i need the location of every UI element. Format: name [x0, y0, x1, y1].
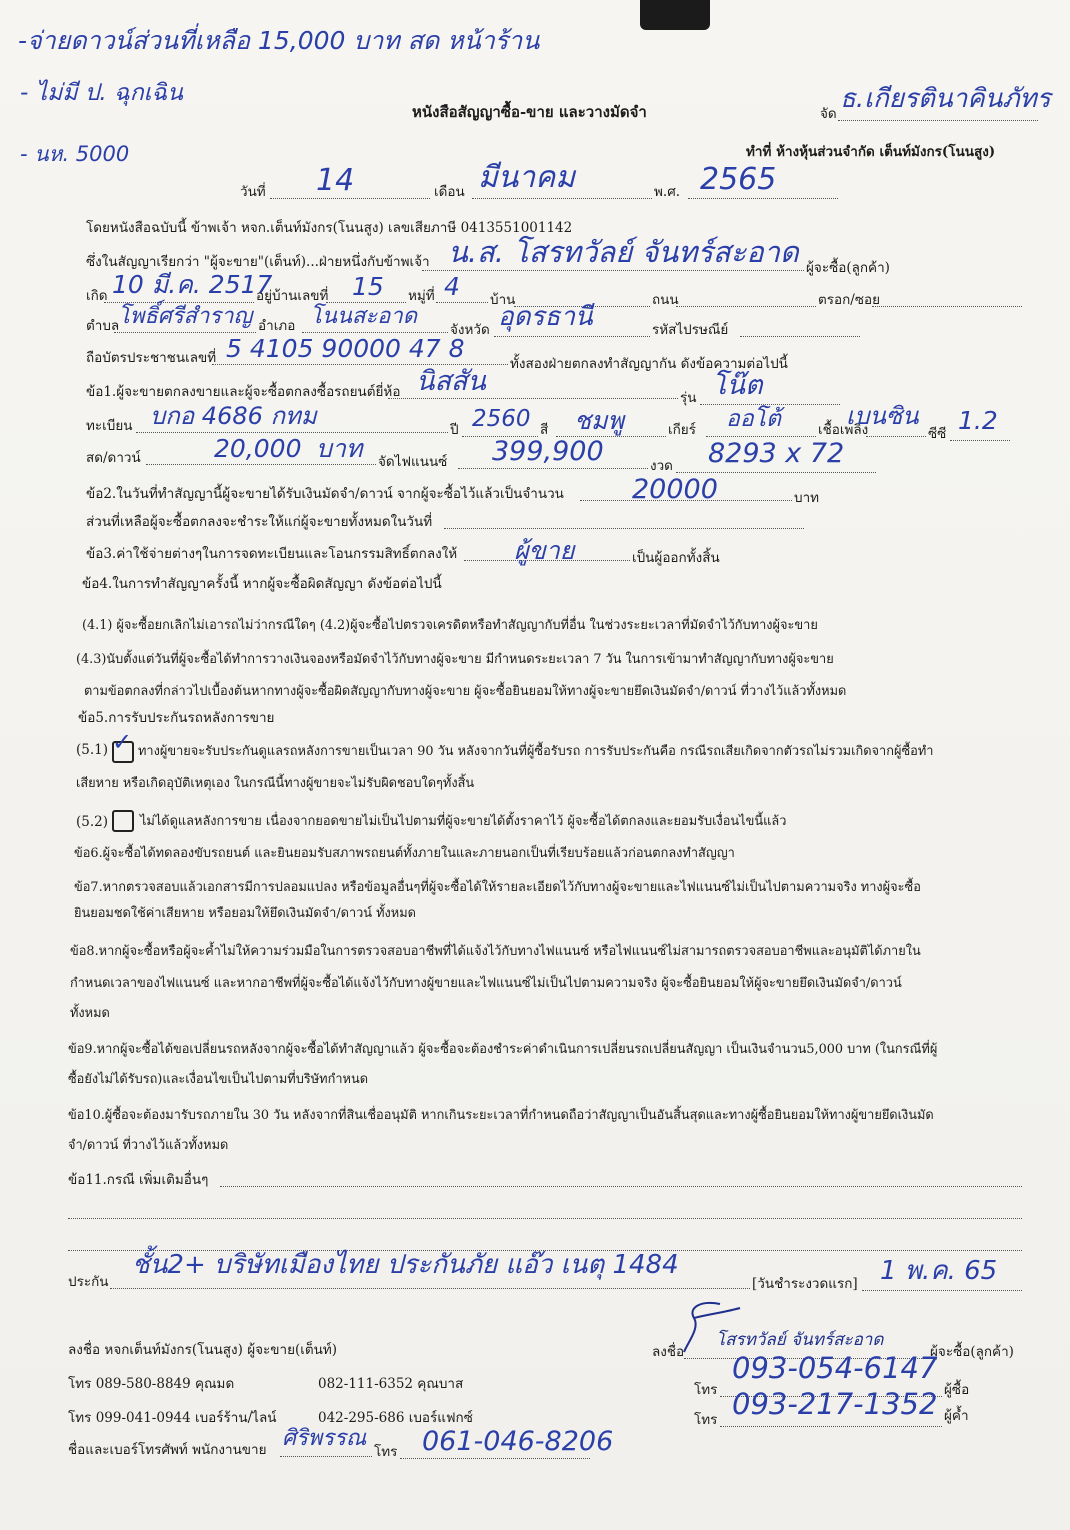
- clause9-a: ข้อ9.หากผู้จะซื้อได้ขอเปลี่ยนรถหลังจากผู้จะซื้อได้ทำสัญญาแล้ว ผู้จะซื้อจะต้องชำระค่าดำเนินการเปลี่ยนรถเปลี่ยนสัญญา เป็นเงินจำนวน5,000 บาท (ในกรณีที่ผู้: [68, 1042, 938, 1057]
- agree-text: ทั้งสองฝ่ายตกลงทำสัญญากัน ดังข้อความต่อไปนี้: [510, 356, 788, 372]
- down-baht: บาท: [316, 434, 363, 463]
- car-gear: ออโต้: [726, 406, 781, 432]
- moo-value: 4: [444, 272, 460, 301]
- clause3-payer: ผู้ขาย: [514, 536, 575, 565]
- day-label: วันที่: [240, 184, 266, 200]
- soi-label: ตรอก/ซอย: [818, 292, 881, 308]
- deposit-amount: 20000: [632, 474, 718, 505]
- house-label: อยู่บ้านเลขที่: [256, 288, 329, 304]
- clause8-a: ข้อ8.หากผู้จะซื้อหรือผู้จะค้ำไม่ให้ความร่วมมือในการตรวจสอบอาชีพที่ได้แจ้งไว้กับทางไฟแนนซ์ หรือไฟแนนซ์ไม่สามารถตรวจสอบอาชีพและอนุมัติได้ภายใน: [70, 944, 921, 959]
- id-number: 5 4105 90000 47 8: [226, 334, 465, 363]
- seller-tel-2: 082-111-6352 คุณบาส: [318, 1376, 464, 1392]
- clause10-b: จำ/ดาวน์ ที่วางไว้แล้วทั้งหมด: [68, 1138, 229, 1153]
- buyer-tel-label: โทร: [694, 1382, 718, 1398]
- car-model: โน๊ต: [712, 370, 763, 401]
- zip-label: รหัสไปรษณีย์: [652, 322, 729, 338]
- no-warranty-checkbox[interactable]: [112, 810, 134, 832]
- clause5-2-text: ไม่ได้ดูแลหลังการขาย เนื่องจากยอดขายไม่เป็นไปตามที่ผู้จะขายได้ตั้งราคาไว้ ผู้จะซื้อได้ตกลงและยอมรับเงื่อนไขนี้แล้ว: [140, 814, 787, 829]
- branch-value: ธ.เกียรตินาคินภัทร: [840, 84, 1051, 114]
- model-label: รุ่น: [680, 390, 697, 406]
- clause4-head: ข้อ4.ในการทำสัญญาครั้งนี้ หากผู้จะซื้อผิดสัญญา ดังข้อต่อไปนี้: [82, 576, 442, 592]
- province-label: จังหวัด: [450, 322, 490, 338]
- buyer-signature: โสรทวัลย์ จันทร์สะอาด: [716, 1330, 884, 1350]
- clause11-text: ข้อ11.กรณี เพิ่มเติมอื่นๆ: [68, 1172, 209, 1188]
- car-registration: บกอ 4686 กทม: [150, 402, 317, 430]
- seller-signature-line: ลงชื่อ หจกเต็นท์มังกร(โนนสูง) ผู้จะขาย(เต็นท์): [68, 1342, 338, 1358]
- province-value: อุดรธานี: [498, 302, 593, 332]
- seller-line: ซึ่งในสัญญาเรียกว่า "ผู้จะขาย"(เต็นท์)...ฝ่ายหนึ่งกับข้าพเจ้า: [86, 254, 430, 270]
- tambon-label: ตำบล: [86, 318, 120, 334]
- finance-amount: 399,900: [492, 436, 604, 467]
- buyer-tel-suffix: ผู้ซื้อ: [944, 1382, 970, 1398]
- car-year: 2560: [472, 406, 531, 432]
- clause9-b: ซื้อยังไม่ได้รับรถ)และเงื่อนไขเป็นไปตามที่บริษัทกำหนด: [68, 1072, 369, 1087]
- month-label: เดือน: [434, 184, 465, 200]
- clause2-text: ข้อ2.ในวันที่ทำสัญญานี้ผู้จะขายได้รับเงินมัดจำ/ดาวน์ จากผู้จะซื้อไว้แล้วเป็นจำนวน: [86, 486, 564, 502]
- guarantor-tel: 093-217-1352: [732, 1387, 938, 1421]
- clause6-text: ข้อ6.ผู้จะซื้อได้ทดลองขับรถยนต์ และยินยอมรับสภาพรถยนต์ทั้งภายในและภายนอกเป็นที่เรียบร้อยแล้วก่อนตกลงทำสัญญา: [74, 846, 735, 861]
- buyer-name: น.ส. โสรทวัลย์ จันทร์สะอาด: [448, 235, 799, 269]
- down-label: สด/ดาวน์: [86, 450, 141, 466]
- cc-label: ซีซี: [928, 426, 947, 442]
- staff-label: ชื่อและเบอร์โทรศัพท์ พนักงานขาย: [68, 1442, 267, 1458]
- clause7-b: ยินยอมชดใช้ค่าเสียหาย หรือยอมให้ยึดเงินมัดจำ/ดาวน์ ทั้งหมด: [74, 906, 416, 921]
- year-value: 2565: [700, 162, 777, 197]
- clause5-1-text-b: เสียหาย หรือเกิดอุบัติเหตุเอง ในกรณีนี้ทางผู้ขายจะไม่รับผิดชอบใดๆทั้งสิ้น: [76, 776, 475, 791]
- down-amount: 20,000: [214, 434, 302, 463]
- clause2-baht: บาท: [794, 490, 820, 506]
- guarantor-tel-label: โทร: [694, 1412, 718, 1428]
- gear-label: เกียร์: [668, 422, 696, 438]
- born-value: 10 มี.ค. 2517: [112, 270, 273, 299]
- car-fuel: เบนซิน: [846, 402, 919, 430]
- house-no: 15: [352, 272, 384, 301]
- clause8-b: กำหนดเวลาของไฟแนนซ์ และหากอาชีพที่ผู้จะซื้อได้แจ้งไว้กับทางผู้ขายและไฟแนนซ์ไม่เป็นไปตามความจริง ผู้จะซื้อยินยอมให้ผู้จะขายยึดเงินมัดจำ/ดาวน์: [70, 976, 902, 991]
- insurance-value: ชั้น2+ บริษัทเมืองไทย ประกันภัย แอ๊ว เนตุ 1484: [132, 1250, 679, 1280]
- clause3-text: ข้อ3.ค่าใช้จ่ายต่างๆในการจดทะเบียนและโอนกรรมสิทธิ์ตกลงให้: [86, 546, 458, 562]
- day-value: 14: [316, 163, 355, 198]
- seller-tel-4: 042-295-686 เบอร์แฟกซ์: [318, 1410, 473, 1426]
- buyer-sign-label: ลงชื่อ: [652, 1344, 685, 1360]
- clause7-a: ข้อ7.หากตรวจสอบแล้วเอกสารมีการปลอมแปลง หรือข้อมูลอื่นๆที่ผู้จะซื้อได้ให้รายละเอียดไว้กับทางผู้จะขายและไฟแนนซ์ไม่เป็นไปตามความจริง ทางผู้จะซื้อ: [74, 880, 921, 895]
- margin-note-2: - ไม่มี ป. ฉุกเฉิน: [20, 80, 183, 106]
- first-payment-label: [วันชำระงวดแรก]: [752, 1276, 858, 1292]
- clause4-p1: (4.1) ผู้จะซื้อยกเลิกไม่เอารถไม่ว่ากรณีใดๆ (4.2)ผู้จะซื้อไปตรวจเครดิตหรือทำสัญญากับที่อื่น ในช่วงระยะเวลาที่มัดจำไว้กับทางผู้จะขาย: [82, 618, 818, 633]
- fuel-label: เชื้อเพลิง: [818, 422, 869, 438]
- clause2-rest: ส่วนที่เหลือผู้จะซื้อตกลงจะชำระให้แก่ผู้จะขายทั้งหมดในวันที่: [86, 514, 433, 530]
- year-label: พ.ศ.: [654, 184, 681, 200]
- checkmark-icon: ✓: [112, 728, 133, 756]
- seller-tel-3: โทร 099-041-0944 เบอร์ร้าน/ไลน์: [68, 1410, 277, 1426]
- reg-label: ทะเบียน: [86, 418, 133, 434]
- id-label: ถือบัตรประชาชนเลขที่: [86, 350, 217, 366]
- document-title: หนังสือสัญญาซื้อ-ขาย และวางมัดจำ: [412, 103, 647, 121]
- color-label: สี: [540, 422, 549, 438]
- clause1-text: ข้อ1.ผู้จะขายตกลงขายและผู้จะซื้อตกลงซื้อรถยนต์ยี่ห้อ: [86, 384, 401, 400]
- moo-label: หมู่ที่: [408, 288, 435, 304]
- first-payment-date: 1 พ.ค. 65: [880, 1256, 998, 1286]
- born-label: เกิด: [86, 288, 108, 304]
- amphoe-value: โนนสะอาด: [310, 304, 417, 329]
- buyer-suffix: ผู้จะซื้อ(ลูกค้า): [806, 260, 890, 276]
- staff-name: ศิริพรรณ: [282, 1426, 367, 1451]
- clause10-a: ข้อ10.ผู้ซื้อจะต้องมารับรถภายใน 30 วัน หลังจากที่สินเชื่ออนุมัติ หากเกินระยะเวลาที่กำหนดถือว่าสัญญาเป็นอันสิ้นสุดและทางผู้ซื้อยินยอมให้ทางผู้ขายยึดเงินมัด: [68, 1108, 934, 1123]
- finance-label: จัดไฟแนนซ์: [378, 454, 448, 470]
- village-label: บ้าน: [490, 292, 516, 308]
- margin-note-3: - นห. 5000: [20, 142, 130, 166]
- installment-value: 8293 x 72: [708, 438, 845, 469]
- month-value: มีนาคม: [478, 160, 575, 195]
- car-cc: 1.2: [958, 406, 998, 435]
- insurance-label: ประกัน: [68, 1274, 109, 1290]
- dark-object-top: [640, 0, 710, 30]
- clause8-c: ทั้งหมด: [70, 1006, 110, 1021]
- clause5-head: ข้อ5.การรับประกันรถหลังการขาย: [78, 710, 275, 726]
- staff-tel: 061-046-8206: [422, 1426, 614, 1457]
- seller-tel-1: โทร 089-580-8849 คุณมด: [68, 1376, 235, 1392]
- amphoe-label: อำเภอ: [258, 318, 296, 334]
- buyer-tel: 093-054-6147: [732, 1351, 938, 1385]
- year-label-car: ปี: [450, 422, 459, 438]
- staff-tel-label: โทร: [374, 1444, 398, 1460]
- car-brand: นิสสัน: [416, 366, 486, 397]
- place-text: ทำที่ ห้างหุ้นส่วนจำกัด เต็นท์มังกร(โนนสูง): [746, 144, 996, 160]
- margin-note-1: -จ่ายดาวน์ส่วนที่เหลือ 15,000 บาท สด หน้าร้าน: [18, 26, 540, 55]
- install-label: งวด: [650, 458, 673, 474]
- clause3-suffix: เป็นผู้ออกทั้งสิ้น: [632, 550, 720, 566]
- buyer-sign-suffix: ผู้จะซื้อ(ลูกค้า): [930, 1344, 1014, 1360]
- clause5-1-num: (5.1): [76, 742, 109, 758]
- road-label: ถนน: [652, 292, 679, 308]
- clause5-1-text: ทางผู้ขายจะรับประกันดูแลรถหลังการขายเป็นเวลา 90 วัน หลังจากวันที่ผู้ซื้อรับรถ การรับประกันคือ กรณีรถเสียเกิดจากตัวรถไม่รวมเกิดจากผู้ซื้อทำ: [138, 744, 934, 759]
- guarantor-tel-suffix: ผู้ค้ำ: [944, 1408, 969, 1424]
- tambon-value: โพธิ์ศรีสำราญ: [118, 304, 253, 329]
- clause4-p2: (4.3)นับตั้งแต่วันที่ผู้จะซื้อได้ทำการวางเงินจองหรือมัดจำไว้กับทางผู้จะขาย มีกำหนดระยะเวลา 7 วัน ในการเข้ามาทำสัญญากับทางผู้จะขาย: [76, 652, 834, 667]
- clause5-2-num: (5.2): [76, 814, 109, 830]
- car-color: ชมพู: [574, 406, 624, 435]
- branch-label: จัด: [820, 106, 837, 122]
- intro-text: โดยหนังสือฉบับนี้ ข้าพเจ้า หจก.เต็นท์มังกร(โนนสูง) เลขเสียภาษี 0413551001142: [86, 220, 573, 236]
- clause4-p3: ตามข้อตกลงที่กล่าวไปเบื้องต้นหากทางผู้จะซื้อผิดสัญญากับทางผู้จะขาย ผู้จะซื้อยินยอมให้ทางผู้จะขายยึดเงินมัดจำ/ดาวน์ ที่วางไว้แล้วทั้งหมด: [84, 684, 847, 699]
